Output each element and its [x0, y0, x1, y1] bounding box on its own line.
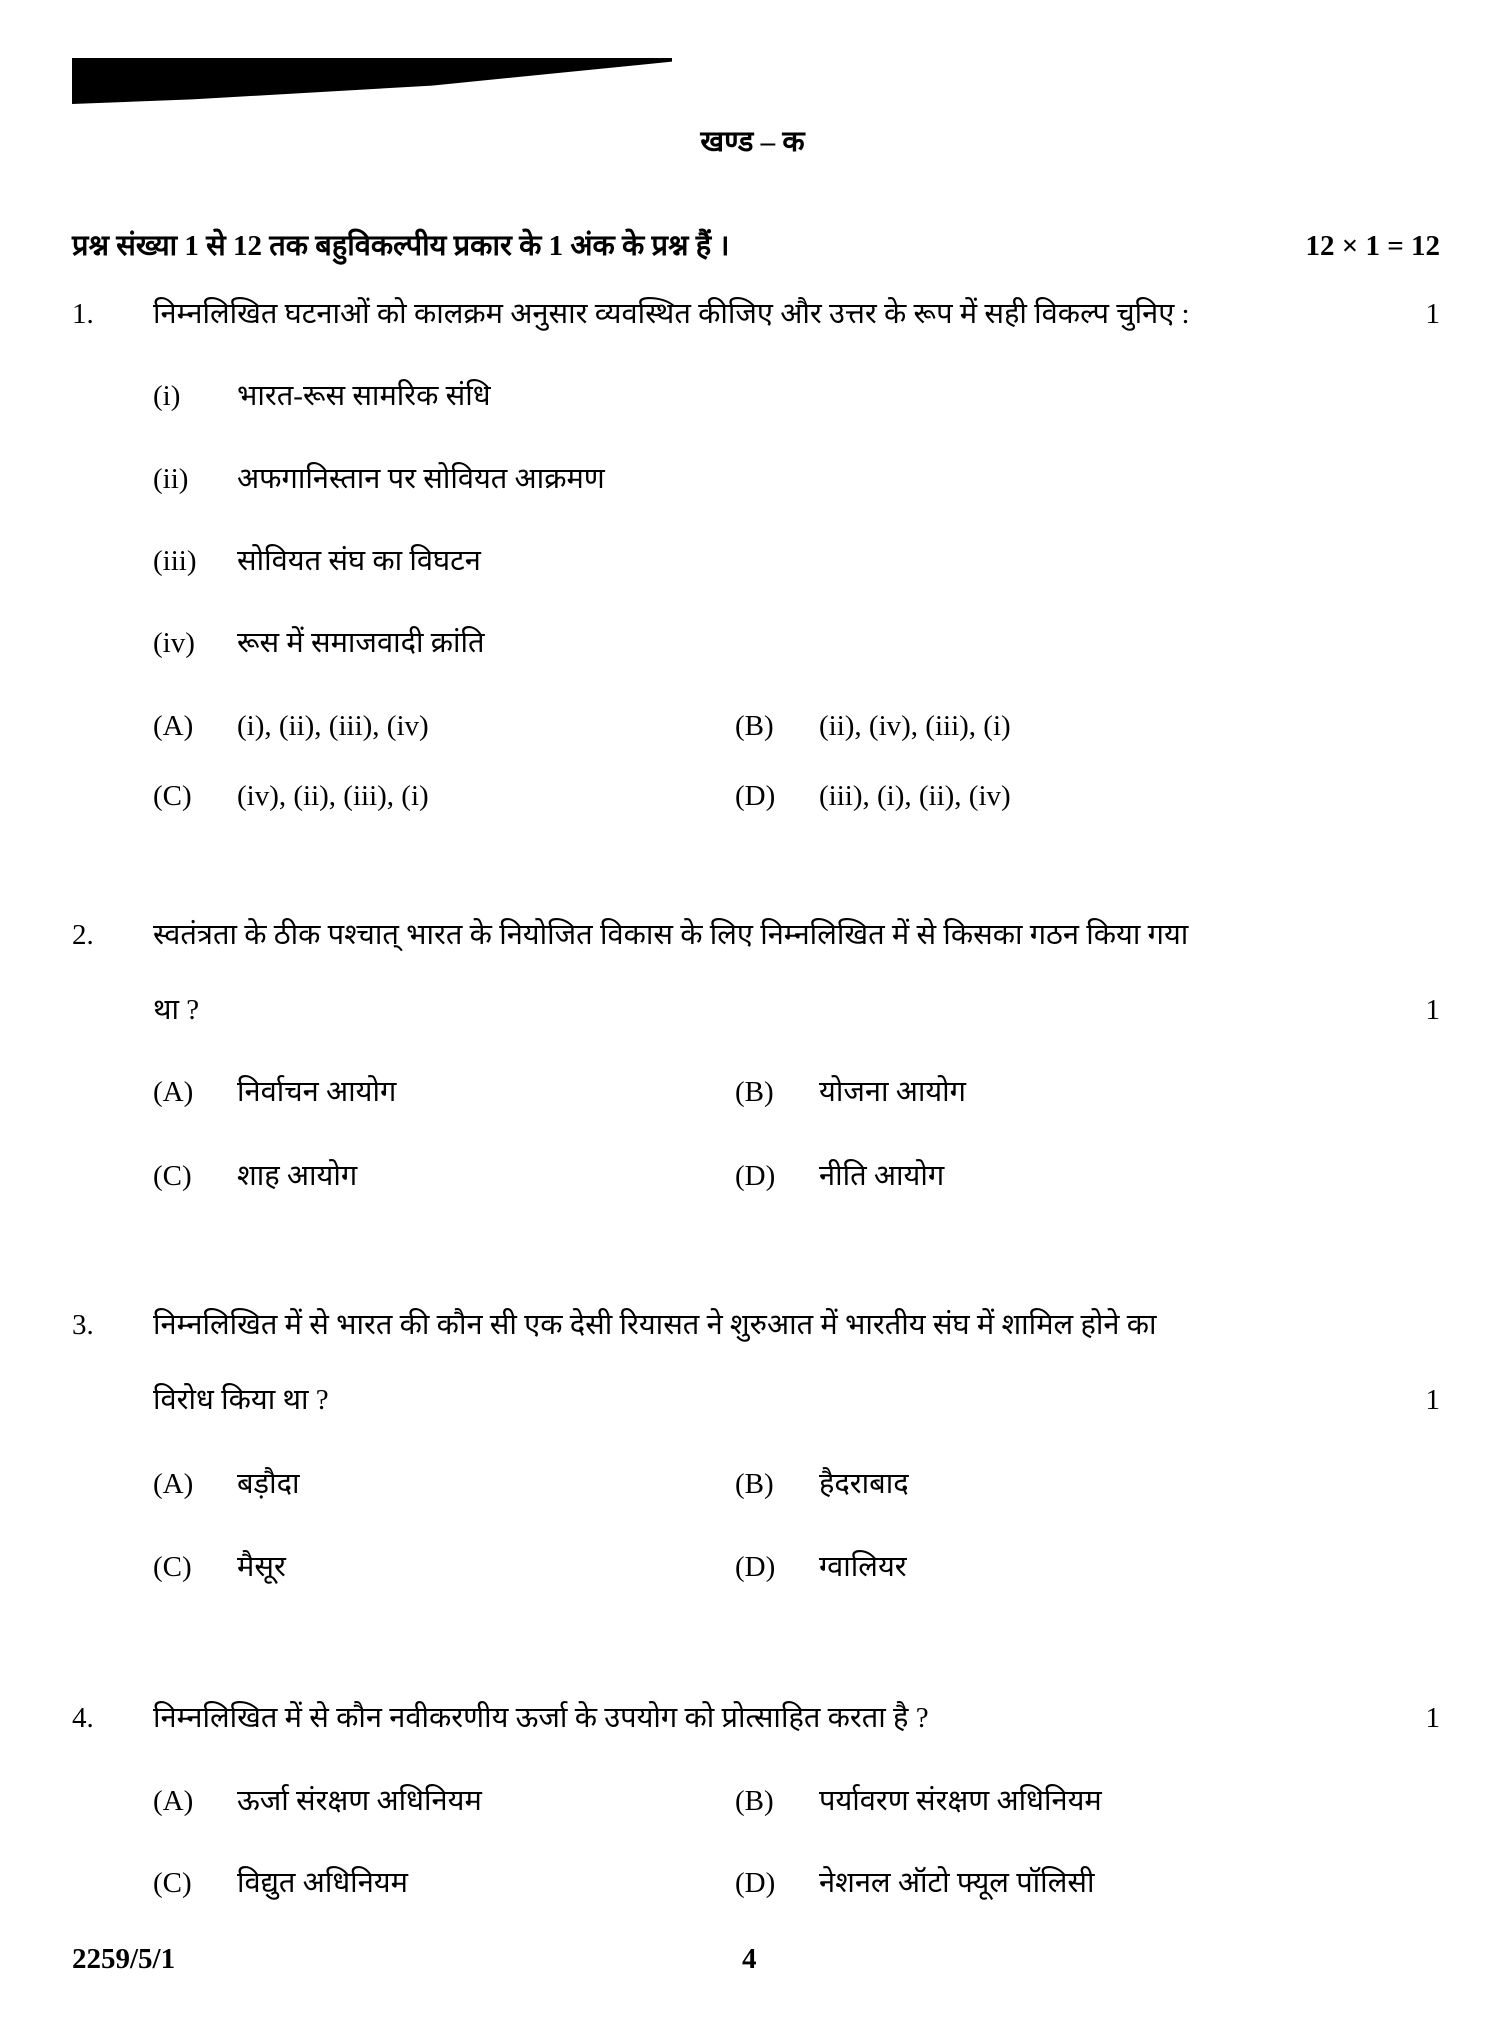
instructions-text: प्रश्न संख्या 1 से 12 तक बहुविकल्पीय प्रकार के 1 अंक के प्रश्न हैं ।: [72, 230, 730, 262]
question-marks: 1: [1425, 1384, 1440, 1416]
option-text: विद्युत अधिनियम: [237, 1867, 408, 1899]
question-text-cont: विरोध किया था ?: [153, 1384, 329, 1416]
item-label: (iv): [153, 627, 195, 659]
option-text: हैदराबाद: [819, 1468, 909, 1500]
item-label: (i): [153, 380, 181, 412]
option-text: (ii), (iv), (iii), (i): [819, 710, 1011, 742]
option-label: (B): [735, 1076, 774, 1108]
option-label: (D): [735, 780, 776, 812]
option-label: (A): [153, 1468, 194, 1500]
option-text: शाह आयोग: [237, 1160, 358, 1192]
question-number: 1.: [72, 298, 94, 330]
instructions-marks: 12 × 1 = 12: [1305, 230, 1440, 262]
item-text: अफगानिस्तान पर सोवियत आक्रमण: [237, 463, 605, 495]
question-number: 3.: [72, 1309, 94, 1341]
option-label: (D): [735, 1160, 776, 1192]
option-text: ऊर्जा संरक्षण अधिनियम: [237, 1785, 482, 1817]
option-label: (D): [735, 1551, 776, 1583]
question-text: स्वतंत्रता के ठीक पश्चात् भारत के नियोजित विकास के लिए निम्नलिखित में से किसका गठन किया गया: [153, 919, 1189, 951]
option-label: (C): [153, 1867, 192, 1899]
option-text: नीति आयोग: [819, 1160, 945, 1192]
question-marks: 1: [1425, 1702, 1440, 1734]
option-text: (iii), (i), (ii), (iv): [819, 780, 1011, 812]
question-text: निम्नलिखित में से कौन नवीकरणीय ऊर्जा के उपयोग को प्रोत्साहित करता है ?: [153, 1702, 929, 1734]
option-text: पर्यावरण संरक्षण अधिनियम: [819, 1785, 1102, 1817]
option-text: योजना आयोग: [819, 1076, 967, 1108]
option-label: (B): [735, 1468, 774, 1500]
option-text: (i), (ii), (iii), (iv): [237, 710, 429, 742]
option-label: (A): [153, 1785, 194, 1817]
question-text: निम्नलिखित में से भारत की कौन सी एक देसी रियासत ने शुरुआत में भारतीय संघ में शामिल होने का: [153, 1309, 1157, 1341]
option-text: मैसूर: [237, 1551, 286, 1583]
option-text: ग्वालियर: [819, 1551, 907, 1583]
option-text: नेशनल ऑटो फ्यूल पॉलिसी: [819, 1867, 1095, 1899]
option-text: निर्वाचन आयोग: [237, 1076, 397, 1108]
option-text: बड़ौदा: [237, 1468, 300, 1500]
question-text-cont: था ?: [153, 994, 200, 1026]
item-text: सोवियत संघ का विघटन: [237, 545, 481, 577]
footer-page-number: 4: [742, 1943, 757, 1975]
option-label: (C): [153, 1551, 192, 1583]
item-text: भारत-रूस सामरिक संधि: [237, 380, 491, 412]
option-label: (A): [153, 710, 194, 742]
option-text: (iv), (ii), (iii), (i): [237, 780, 429, 812]
option-label: (C): [153, 780, 192, 812]
section-title: खण्ड – क: [700, 126, 805, 158]
item-text: रूस में समाजवादी क्रांति: [237, 627, 485, 659]
question-number: 2.: [72, 919, 94, 951]
option-label: (B): [735, 710, 774, 742]
item-label: (iii): [153, 545, 197, 577]
option-label: (D): [735, 1867, 776, 1899]
footer-paper-code: 2259/5/1: [72, 1943, 176, 1975]
option-label: (A): [153, 1076, 194, 1108]
question-text: निम्नलिखित घटनाओं को कालक्रम अनुसार व्यवस्थित कीजिए और उत्तर के रूप में सही विकल्प चुनिए :: [153, 298, 1190, 330]
question-number: 4.: [72, 1702, 94, 1734]
option-label: (C): [153, 1160, 192, 1192]
option-label: (B): [735, 1785, 774, 1817]
item-label: (ii): [153, 463, 189, 495]
question-marks: 1: [1425, 298, 1440, 330]
header-black-bar: [72, 58, 672, 104]
question-marks: 1: [1425, 994, 1440, 1026]
